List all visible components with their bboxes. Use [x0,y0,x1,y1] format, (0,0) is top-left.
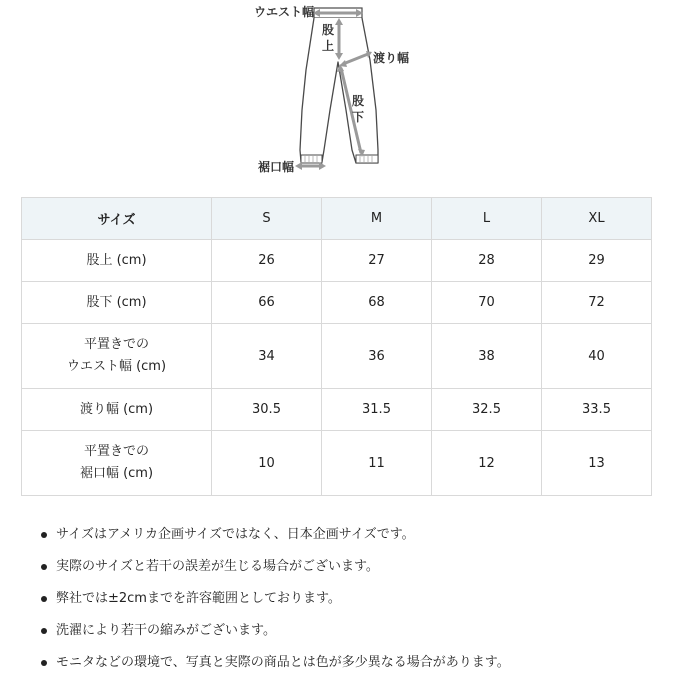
table-row-inseam [22,282,652,324]
table-cell: 10 [212,431,322,496]
table-cell: 29 [542,240,652,282]
list-item: サイズはアメリカ企画サイズではなく、日本企画サイズです。 [36,519,656,551]
table-cell: 26 [212,240,322,282]
bullet-icon [41,660,47,666]
header-size-label: サイズ [22,198,212,240]
table-row-hem [22,431,652,496]
table-header-row [22,198,652,240]
bullet-icon [41,564,47,570]
table-cell: 38 [432,324,542,389]
table-cell: 66 [212,282,322,324]
table-cell: 13 [542,431,652,496]
table-cell: 72 [542,282,652,324]
table-cell: 68 [322,282,432,324]
table-cell: 40 [542,324,652,389]
notes-list [36,519,656,679]
list-item: モニタなどの環境で、写真と実際の商品とは色が多少異なる場合があります。 [36,647,656,679]
table-cell: 70 [432,282,542,324]
table-row-rise [22,240,652,282]
waist-label: ウエスト幅 [254,5,315,19]
left-cuff [301,155,322,163]
table-cell: 36 [322,324,432,389]
table-row-thigh [22,389,652,431]
row-label: 股下 (cm) [22,282,212,324]
table-cell: 30.5 [212,389,322,431]
bullet-icon [41,628,47,634]
size-table [21,197,652,496]
row-label: 渡り幅 (cm) [22,389,212,431]
table-cell: 32.5 [432,389,542,431]
bullet-icon [41,532,47,538]
table-cell: 33.5 [542,389,652,431]
rise-label: 股上 [321,23,334,53]
inseam-label: 股下 [351,94,364,124]
header-size-s: S [212,198,322,240]
row-label: 平置きでの 裾口幅 (cm) [22,431,212,496]
list-item: 弊社では±2cmまでを許容範囲としております。 [36,583,656,615]
row-label: 平置きでの ウエスト幅 (cm) [22,324,212,389]
table-cell: 28 [432,240,542,282]
table-cell: 11 [322,431,432,496]
header-size-l: L [432,198,542,240]
list-item: 洗濯により若干の縮みがございます。 [36,615,656,647]
list-item: 実際のサイズと若干の誤差が生じる場合がございます。 [36,551,656,583]
table-cell: 31.5 [322,389,432,431]
pants-illustration [0,0,680,185]
table-row-waist [22,324,652,389]
right-cuff [356,155,378,163]
bullet-icon [41,596,47,602]
thigh-label: 渡り幅 [373,51,410,65]
pants-measurement-diagram [0,0,680,185]
header-size-xl: XL [542,198,652,240]
hem-label: 裾口幅 [258,160,295,174]
table-cell: 12 [432,431,542,496]
row-label: 股上 (cm) [22,240,212,282]
header-size-m: M [322,198,432,240]
table-cell: 34 [212,324,322,389]
table-cell: 27 [322,240,432,282]
